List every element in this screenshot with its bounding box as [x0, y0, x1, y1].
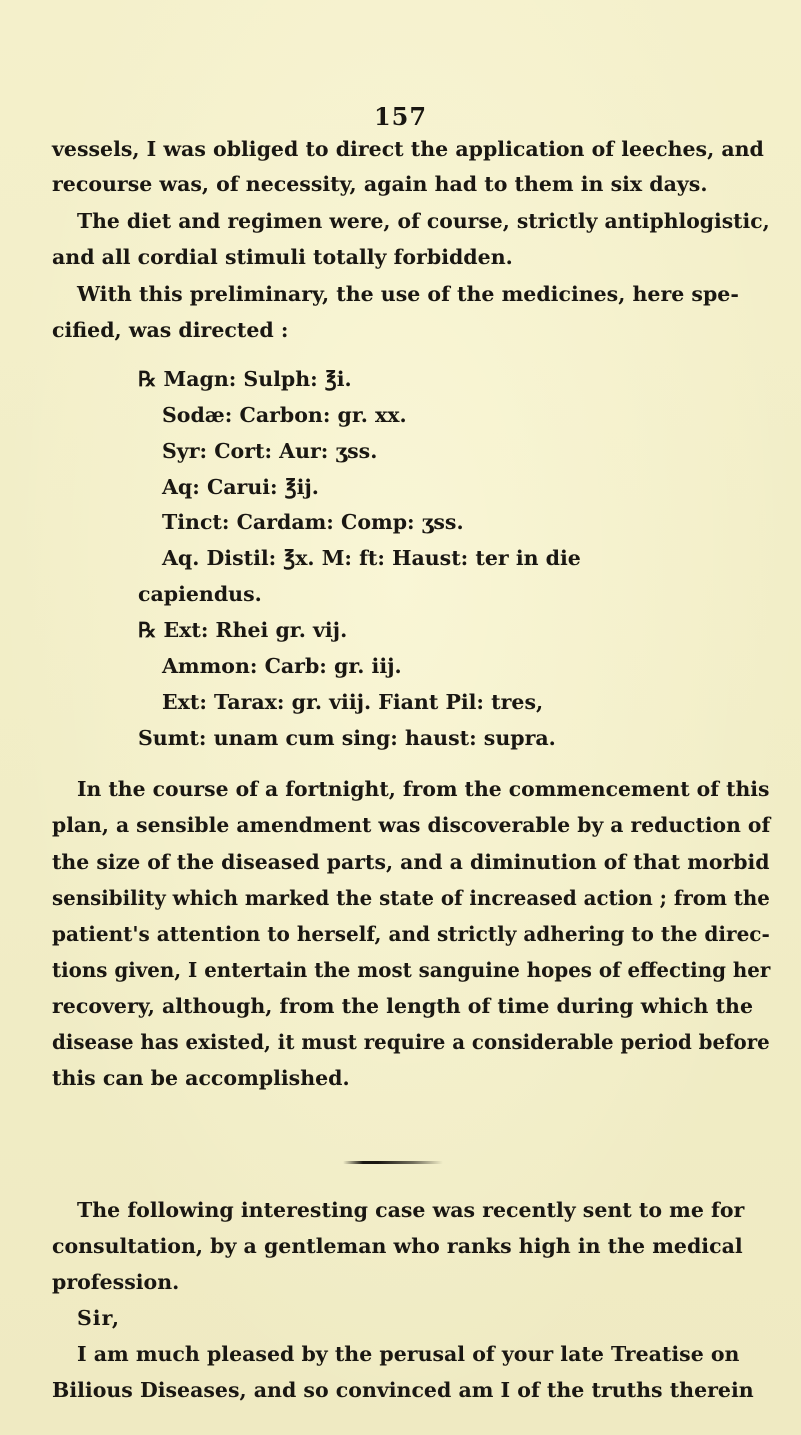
- text-line: The following interesting case was recently sent to me for: [77, 1198, 745, 1222]
- text-line: recovery, although, from the length of time during which the: [52, 994, 754, 1018]
- text-line: With this preliminary, the use of the medicines, here spe-: [77, 282, 739, 306]
- text-line: cified, was directed :: [52, 318, 289, 342]
- text-line: consultation, by a gentleman who ranks high in the medical: [52, 1234, 743, 1258]
- text-line: I am much pleased by the perusal of your late Treatise on: [77, 1342, 740, 1366]
- text-line: plan, a sensible amendment was discoverable by a reduction of: [52, 813, 771, 837]
- prescription-line: capiendus.: [138, 582, 262, 606]
- section-divider: [343, 1161, 443, 1164]
- text-line: Bilious Diseases, and so convinced am I of the truths therein: [52, 1378, 754, 1402]
- text-line: The diet and regimen were, of course, strictly antiphlogistic,: [77, 209, 770, 233]
- prescription-line: Aq. Distil: ℥x. M: ft: Haust: ter in die: [162, 546, 581, 570]
- prescription-line: ℞ Magn: Sulph: ℥i.: [138, 367, 352, 391]
- text-line: profession.: [52, 1270, 180, 1294]
- letter-salutation: Sir,: [77, 1306, 121, 1330]
- prescription-line: Syr: Cort: Aur: ʒss.: [162, 439, 378, 463]
- text-line: patient's attention to herself, and strictly adhering to the direc-: [52, 922, 770, 946]
- prescription-line: Ammon: Carb: gr. iij.: [162, 654, 402, 678]
- text-line: In the course of a fortnight, from the commencement of this: [77, 777, 770, 801]
- text-line: disease has existed, it must require a considerable period before: [52, 1030, 770, 1054]
- text-line: the size of the diseased parts, and a diminution of that morbid: [52, 850, 770, 874]
- prescription-line: Sumt: unam cum sing: haust: supra.: [138, 726, 556, 750]
- text-line: tions given, I entertain the most sanguine hopes of effecting her: [52, 958, 771, 982]
- prescription-line: Tinct: Cardam: Comp: ʒss.: [162, 510, 464, 534]
- prescription-line: Ext: Tarax: gr. viij. Fiant Pil: tres,: [162, 690, 544, 714]
- prescription-line: ℞ Ext: Rhei gr. vij.: [138, 618, 348, 642]
- page-number: 157: [373, 102, 428, 131]
- prescription-line: Aq: Carui: ℥ij.: [162, 475, 319, 499]
- text-line: vessels, I was obliged to direct the application of leeches, and: [52, 137, 764, 161]
- text-line: and all cordial stimuli totally forbidden.: [52, 245, 513, 269]
- text-line: recourse was, of necessity, again had to them in six days.: [52, 172, 708, 196]
- text-line: sensibility which marked the state of increased action ; from the: [52, 886, 770, 910]
- prescription-line: Sodæ: Carbon: gr. xx.: [162, 403, 407, 427]
- text-line: this can be accomplished.: [52, 1066, 350, 1090]
